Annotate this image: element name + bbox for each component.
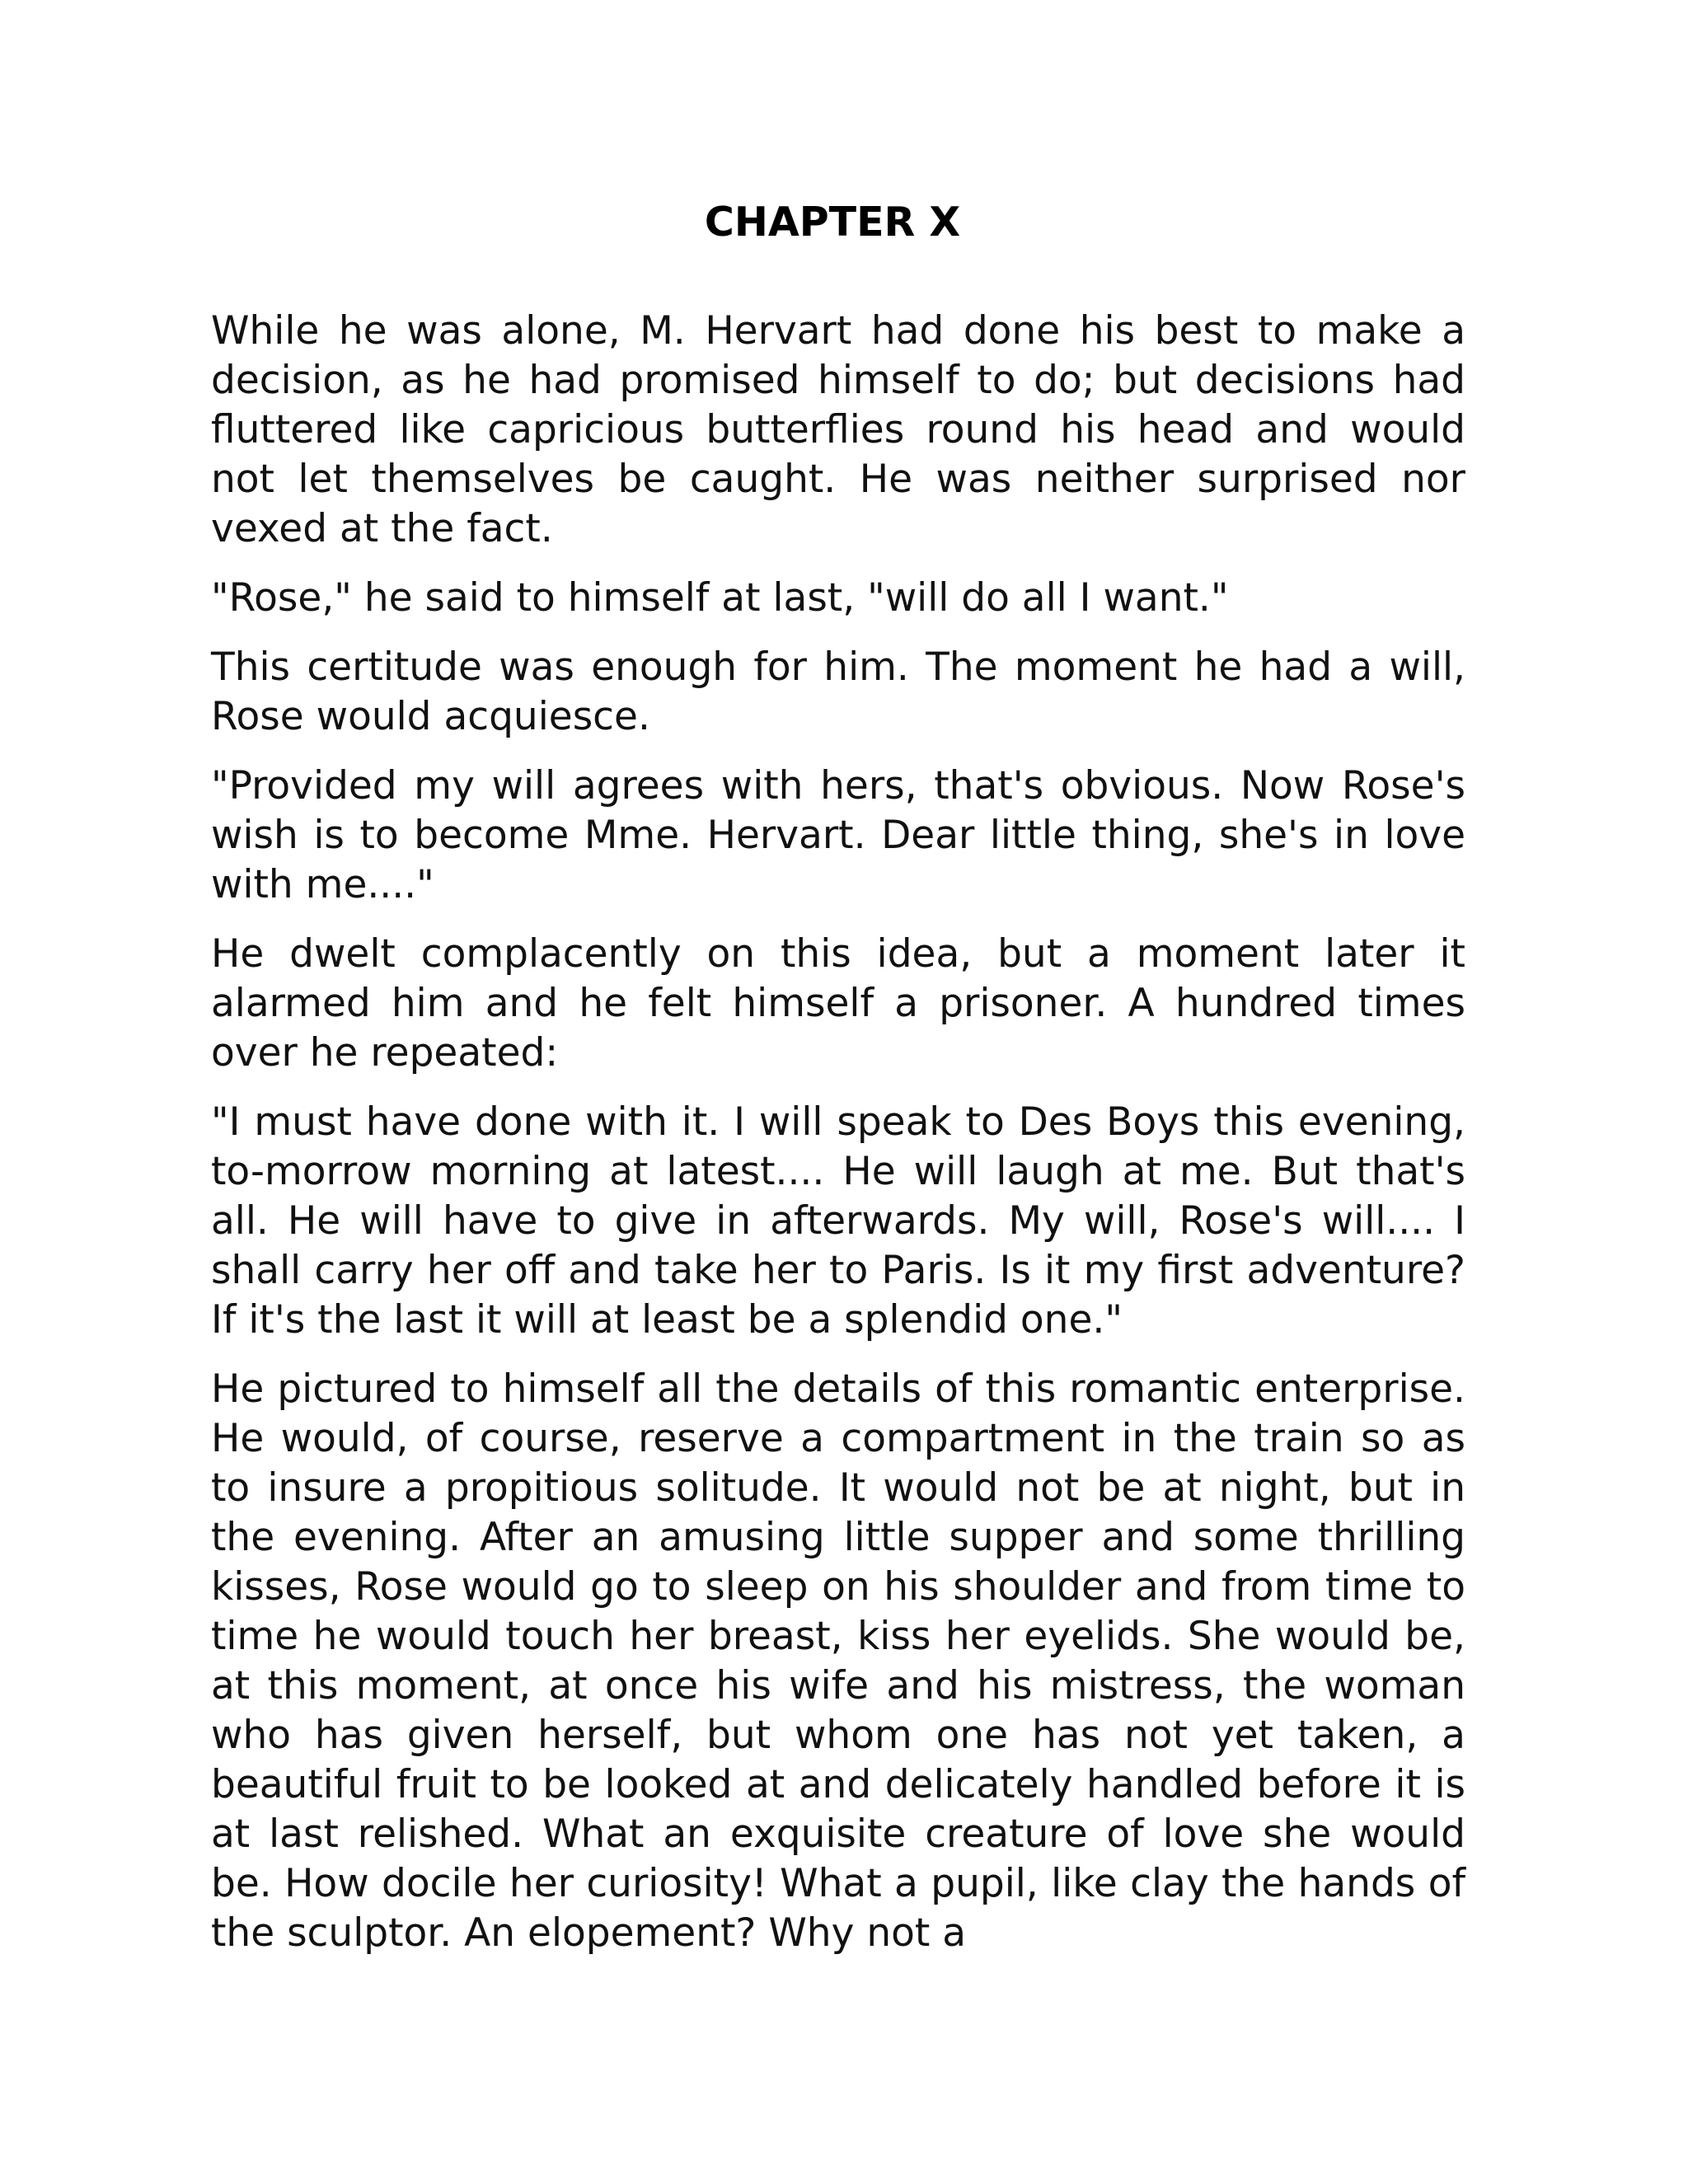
paragraph: While he was alone, M. Hervart had done his best to make a decision, as he had promised himself to do; but decisions had fluttered like capricious butterflies round his head and would not let themselves be caught. He was neither surprised nor vexed at the fact. bbox=[211, 308, 1465, 551]
chapter-title: CHAPTER X bbox=[704, 199, 961, 246]
paragraph: This certitude was enough for him. The moment he had a will, Rose would acquiesce. bbox=[211, 644, 1465, 739]
paragraph: "Provided my will agrees with hers, that's obvious. Now Rose's wish is to become Mme. Hervart. Dear little thing, she's in love with me...." bbox=[211, 763, 1465, 907]
chapter-body bbox=[211, 307, 1465, 1978]
paragraph: He dwelt complacently on this idea, but a moment later it alarmed him and he felt himself a prisoner. A hundred times over he repeated: bbox=[211, 931, 1465, 1076]
paragraph: He pictured to himself all the details of this romantic enterprise. He would, of course, reserve a compartment in the train so as to insure a propitious solitude. It would not be at night, but in the evening. After an amusing little supper and some thrilling kisses, Rose would go to sleep on his shoulder and from time to time he would touch her breast, kiss her eyelids. She would be, at this moment, at once his wife and his mistress, the woman who has given herself, but whom one has not yet taken, a beautiful fruit to be looked at and delicately handled before it is at last relished. What an exquisite creature of love she would be. How docile her curiosity! What a pupil, like clay the hands of the sculptor. An elopement? Why not a bbox=[211, 1366, 1465, 1956]
paragraph: "I must have done with it. I will speak to Des Boys this evening, to-morrow morning at latest.... He will laugh at me. But that's all. He will have to give in afterwards. My will, Rose's will.... I shall carry her off and take her to Paris. Is it my first adventure? If it's the last it will at least be a splendid one." bbox=[211, 1099, 1465, 1343]
paragraph: "Rose," he said to himself at last, "will do all I want." bbox=[211, 575, 1229, 621]
